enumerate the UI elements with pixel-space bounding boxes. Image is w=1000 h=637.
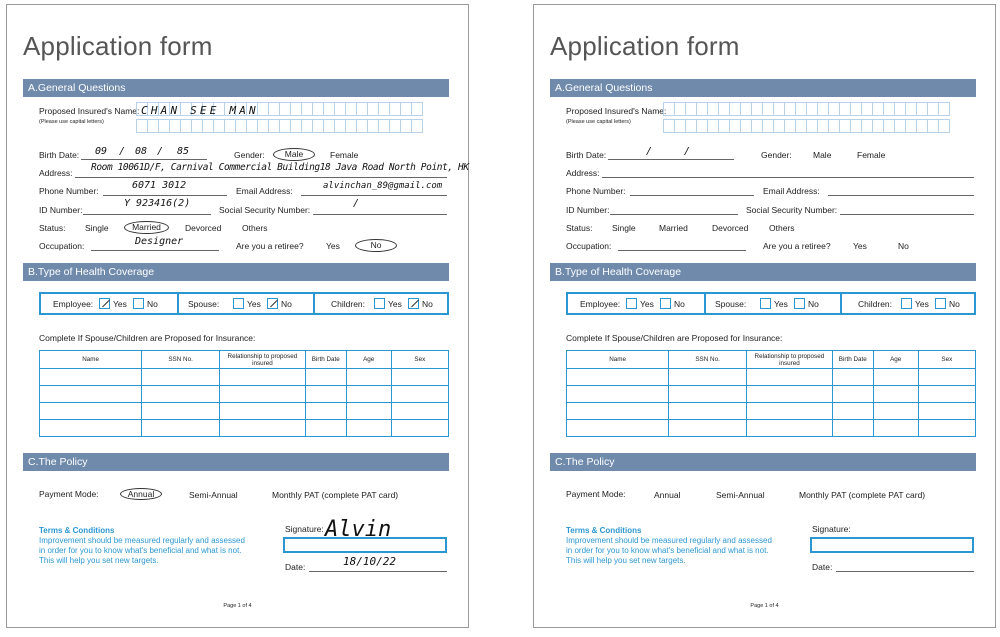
spouse-yes-checkbox[interactable]	[760, 298, 771, 309]
table-cell[interactable]	[142, 420, 220, 437]
table-cell[interactable]	[746, 369, 832, 386]
employee-no-checkbox[interactable]	[660, 298, 671, 309]
children-no-checkbox[interactable]	[935, 298, 946, 309]
spouse-label: Spouse:	[188, 299, 220, 309]
children-yes-label: Yes	[915, 299, 929, 309]
table-cell[interactable]	[219, 403, 305, 420]
spouse-yes-label: Yes	[247, 299, 261, 309]
birth-slash-1: /	[646, 146, 653, 157]
form-title: Application form	[23, 31, 213, 61]
name-char-cell[interactable]	[411, 102, 423, 116]
insured-table	[39, 350, 449, 437]
gender-label: Gender:	[234, 150, 265, 160]
insured-table	[566, 350, 976, 437]
table-cell[interactable]	[305, 403, 346, 420]
table-cell[interactable]	[219, 386, 305, 403]
table-header-cell: Sex	[391, 351, 448, 369]
birth-slash-2: /	[684, 146, 691, 157]
table-row	[567, 420, 976, 437]
insured-name-label: Proposed Insured's Name:	[39, 106, 140, 116]
table-row	[40, 386, 449, 403]
table-row	[40, 420, 449, 437]
table-row	[567, 386, 976, 403]
section-health-coverage: B.Type of Health Coverage	[23, 263, 449, 281]
occupation-label: Occupation:	[39, 241, 85, 251]
table-cell[interactable]	[832, 386, 873, 403]
date-line[interactable]	[309, 571, 447, 572]
status-devorced-option[interactable]: Devorced	[185, 223, 222, 233]
address-label: Address:	[566, 168, 600, 178]
table-cell[interactable]	[918, 369, 975, 386]
phone-line[interactable]	[103, 195, 227, 196]
section-general-questions: A.General Questions	[23, 79, 449, 97]
table-header-cell: Relationship to proposed insured	[746, 351, 832, 369]
table-row	[40, 403, 449, 420]
id-number-value: Y 923416(2)	[124, 198, 191, 209]
insured-name-value: CHAN SEE MAN	[141, 104, 259, 117]
spouse-yes-checkbox[interactable]	[233, 298, 244, 309]
ssn-value: /	[353, 198, 360, 209]
table-cell[interactable]	[40, 386, 142, 403]
blank-form-page	[533, 4, 996, 628]
section-health-coverage: B.Type of Health Coverage	[550, 263, 976, 281]
ssn-label: Social Security Number:	[746, 205, 838, 215]
table-cell[interactable]	[219, 420, 305, 437]
status-single-option[interactable]: Single	[85, 223, 109, 233]
retiree-yes-option[interactable]: Yes	[853, 241, 867, 251]
table-cell[interactable]	[669, 369, 747, 386]
status-married-option-circled[interactable]	[124, 221, 169, 234]
children-no-checkbox[interactable]	[408, 298, 419, 309]
employee-label: Employee:	[580, 299, 621, 309]
table-cell[interactable]	[669, 403, 747, 420]
table-header-cell: Birth Date	[832, 351, 873, 369]
status-others-option[interactable]: Others	[769, 223, 795, 233]
table-cell[interactable]	[746, 420, 832, 437]
date-value: 18/10/22	[343, 555, 396, 568]
payment-annual-text: Annual	[127, 489, 155, 499]
table-header-cell: Name	[567, 351, 669, 369]
id-number-line[interactable]	[83, 214, 211, 215]
complete-note: Complete If Spouse/Children are Proposed for Insurance:	[39, 333, 256, 343]
gender-female-option[interactable]: Female	[857, 150, 886, 160]
spouse-no-label: No	[281, 299, 292, 309]
table-row	[40, 369, 449, 386]
gender-male-option-circled[interactable]	[273, 148, 315, 161]
table-cell[interactable]	[746, 386, 832, 403]
table-header-cell: SSN No.	[142, 351, 220, 369]
spouse-no-checkbox[interactable]	[794, 298, 805, 309]
status-others-option[interactable]: Others	[242, 223, 268, 233]
spouse-no-checkbox[interactable]	[267, 298, 278, 309]
email-line[interactable]	[301, 195, 447, 196]
children-no-label: No	[949, 299, 960, 309]
email-value: alvinchan_89@gmail.com	[323, 181, 443, 191]
spouse-no-label: No	[808, 299, 819, 309]
page-footer: Page 1 of 4	[223, 603, 252, 609]
table-cell[interactable]	[142, 369, 220, 386]
table-cell[interactable]	[873, 403, 918, 420]
status-label: Status:	[39, 223, 66, 233]
address-line[interactable]	[602, 177, 974, 178]
ssn-label: Social Security Number:	[219, 205, 311, 215]
complete-note: Complete If Spouse/Children are Proposed for Insurance:	[566, 333, 783, 343]
table-header-cell: Name	[40, 351, 142, 369]
address-label: Address:	[39, 168, 73, 178]
table-header-cell: Birth Date	[305, 351, 346, 369]
table-cell[interactable]	[40, 403, 142, 420]
coverage-divider-1	[704, 294, 706, 313]
table-header-cell: Age	[873, 351, 918, 369]
table-cell[interactable]	[832, 369, 873, 386]
occupation-label: Occupation:	[566, 241, 612, 251]
table-cell[interactable]	[346, 403, 391, 420]
table-cell[interactable]	[832, 403, 873, 420]
gender-male-option[interactable]: Male	[813, 150, 832, 160]
table-cell[interactable]	[918, 386, 975, 403]
capital-letters-note: (Please use capital letters)	[39, 119, 104, 125]
payment-semi-annual-option[interactable]: Semi-Annual	[189, 490, 238, 500]
signature-value: Alvin	[325, 517, 392, 542]
table-cell[interactable]	[669, 386, 747, 403]
ssn-line[interactable]	[840, 214, 974, 215]
table-cell[interactable]	[346, 369, 391, 386]
table-cell[interactable]	[305, 369, 346, 386]
table-cell[interactable]	[391, 420, 448, 437]
table-header-cell: Sex	[918, 351, 975, 369]
children-label: Children:	[858, 299, 893, 309]
id-number-line[interactable]	[610, 214, 738, 215]
spouse-yes-label: Yes	[774, 299, 788, 309]
terms-body: Improvement should be measured regularly and assessed in order for you to know what's beneficial and what is not. This will help you set new targets.	[39, 536, 245, 565]
table-cell[interactable]	[40, 369, 142, 386]
employee-yes-checkbox[interactable]	[99, 298, 110, 309]
payment-monthly-option[interactable]: Monthly PAT (complete PAT card)	[272, 490, 399, 500]
retiree-label: Are you a retiree?	[236, 241, 304, 251]
signature-label: Signature:	[812, 524, 851, 534]
coverage-divider-1	[177, 294, 179, 313]
birth-date-label: Birth Date:	[566, 150, 607, 160]
table-cell[interactable]	[918, 403, 975, 420]
birth-year-value: 85	[177, 146, 190, 157]
table-cell[interactable]	[391, 369, 448, 386]
table-header-cell: Age	[346, 351, 391, 369]
name-char-cell[interactable]	[411, 119, 423, 133]
filled-form-page	[6, 4, 469, 628]
id-number-label: ID Number:	[566, 205, 610, 215]
name-grid-row-2[interactable]	[137, 119, 423, 133]
gender-female-option[interactable]: Female	[330, 150, 359, 160]
retiree-no-option-circled[interactable]	[355, 239, 397, 252]
birth-date-line[interactable]	[608, 159, 734, 160]
table-cell[interactable]	[873, 420, 918, 437]
coverage-box	[39, 292, 449, 315]
date-label: Date:	[285, 562, 306, 572]
table-cell[interactable]	[669, 420, 747, 437]
address-value: Room 10061D/F, Carnival Commercial Building18 Java Road North Point, HK	[91, 162, 469, 173]
insured-name-label: Proposed Insured's Name:	[566, 106, 667, 116]
signature-label: Signature:	[285, 524, 324, 534]
table-cell[interactable]	[391, 386, 448, 403]
phone-label: Phone Number:	[566, 186, 626, 196]
table-cell[interactable]	[305, 420, 346, 437]
table-cell[interactable]	[873, 369, 918, 386]
table-cell[interactable]	[873, 386, 918, 403]
children-yes-checkbox[interactable]	[901, 298, 912, 309]
birth-slash-2: /	[157, 146, 164, 157]
phone-label: Phone Number:	[39, 186, 99, 196]
address-line[interactable]	[75, 177, 447, 178]
terms-title: Terms & Conditions	[566, 526, 642, 535]
table-cell[interactable]	[832, 420, 873, 437]
section-general-questions: A.General Questions	[550, 79, 976, 97]
email-label: Email Address:	[236, 186, 293, 196]
name-char-cell[interactable]	[938, 119, 950, 133]
employee-no-label: No	[674, 299, 685, 309]
table-cell[interactable]	[346, 420, 391, 437]
terms-title: Terms & Conditions	[39, 526, 115, 535]
table-cell[interactable]	[567, 403, 669, 420]
coverage-divider-2	[840, 294, 842, 313]
birth-month-value: 08	[135, 146, 148, 157]
phone-line[interactable]	[630, 195, 754, 196]
children-yes-label: Yes	[388, 299, 402, 309]
coverage-divider-2	[313, 294, 315, 313]
birth-date-label: Birth Date:	[39, 150, 80, 160]
table-cell[interactable]	[142, 403, 220, 420]
employee-no-checkbox[interactable]	[133, 298, 144, 309]
email-label: Email Address:	[763, 186, 820, 196]
table-header-cell: SSN No.	[669, 351, 747, 369]
table-cell[interactable]	[40, 420, 142, 437]
employee-no-label: No	[147, 299, 158, 309]
employee-label: Employee:	[53, 299, 94, 309]
id-number-label: ID Number:	[39, 205, 83, 215]
status-label: Status:	[566, 223, 593, 233]
table-row	[567, 403, 976, 420]
section-the-policy: C.The Policy	[23, 453, 449, 471]
table-cell[interactable]	[746, 403, 832, 420]
retiree-no-text: No	[370, 240, 382, 250]
birth-day-value: 09	[95, 146, 108, 157]
section-the-policy: C.The Policy	[550, 453, 976, 471]
payment-semi-annual-option[interactable]: Semi-Annual	[716, 490, 765, 500]
gender-male-text: Male	[284, 149, 304, 159]
table-cell[interactable]	[346, 386, 391, 403]
name-grid-row-1[interactable]	[664, 102, 950, 116]
occupation-line[interactable]	[91, 250, 219, 251]
spouse-label: Spouse:	[715, 299, 747, 309]
payment-monthly-option[interactable]: Monthly PAT (complete PAT card)	[799, 490, 926, 500]
table-cell[interactable]	[567, 420, 669, 437]
payment-annual-option[interactable]: Annual	[654, 490, 681, 500]
form-title: Application form	[550, 31, 740, 61]
capital-letters-note: (Please use capital letters)	[566, 119, 631, 125]
payment-mode-label: Payment Mode:	[566, 489, 626, 499]
children-label: Children:	[331, 299, 366, 309]
birth-date-line[interactable]	[81, 159, 207, 160]
gender-label: Gender:	[761, 150, 792, 160]
table-header-cell: Relationship to proposed insured	[219, 351, 305, 369]
retiree-yes-option[interactable]: Yes	[326, 241, 340, 251]
email-line[interactable]	[828, 195, 974, 196]
date-line[interactable]	[836, 571, 974, 572]
employee-yes-checkbox[interactable]	[626, 298, 637, 309]
table-cell[interactable]	[142, 386, 220, 403]
retiree-label: Are you a retiree?	[763, 241, 831, 251]
date-label: Date:	[812, 562, 833, 572]
table-row	[567, 369, 976, 386]
ssn-line[interactable]	[313, 214, 447, 215]
coverage-box	[566, 292, 976, 315]
payment-annual-option-circled[interactable]	[120, 488, 162, 500]
table-cell[interactable]	[567, 386, 669, 403]
children-no-label: No	[422, 299, 433, 309]
phone-value: 6071 3012	[132, 180, 187, 191]
occupation-line[interactable]	[618, 250, 746, 251]
status-married-text: Married	[132, 222, 161, 232]
children-yes-checkbox[interactable]	[374, 298, 385, 309]
table-cell[interactable]	[391, 403, 448, 420]
page-footer: Page 1 of 4	[750, 603, 779, 609]
terms-body: Improvement should be measured regularly and assessed in order for you to know what's beneficial and what is not. This will help you set new targets.	[566, 536, 772, 565]
employee-yes-label: Yes	[640, 299, 654, 309]
table-cell[interactable]	[918, 420, 975, 437]
name-char-cell[interactable]	[938, 102, 950, 116]
occupation-value: Designer	[135, 236, 184, 247]
table-cell[interactable]	[567, 369, 669, 386]
employee-yes-label: Yes	[113, 299, 127, 309]
name-grid-row-2[interactable]	[664, 119, 950, 133]
status-single-option[interactable]: Single	[612, 223, 636, 233]
birth-slash-1: /	[119, 146, 126, 157]
status-married-option[interactable]: Married	[659, 223, 688, 233]
payment-mode-label: Payment Mode:	[39, 489, 99, 499]
table-cell[interactable]	[305, 386, 346, 403]
table-cell[interactable]	[219, 369, 305, 386]
retiree-no-option[interactable]: No	[898, 241, 909, 251]
signature-box[interactable]	[810, 537, 974, 553]
status-devorced-option[interactable]: Devorced	[712, 223, 749, 233]
